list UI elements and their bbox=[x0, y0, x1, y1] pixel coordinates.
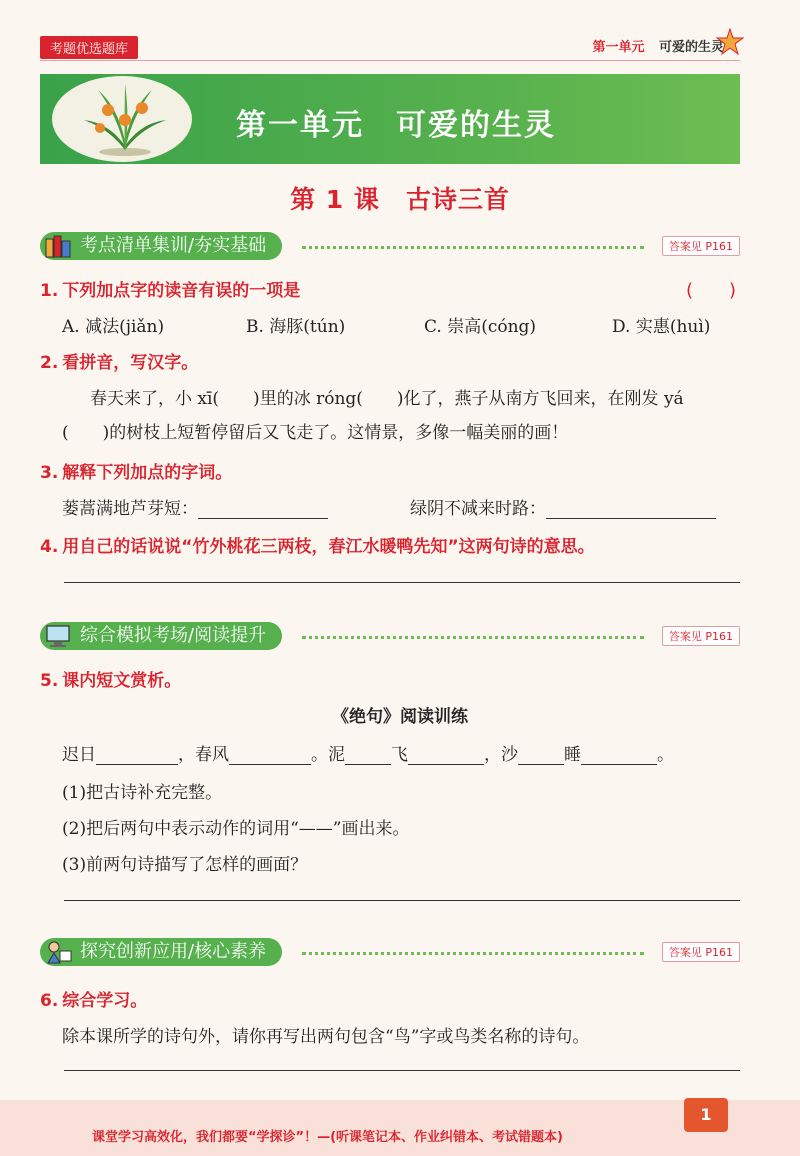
answer-ref: 答案见 P161 bbox=[662, 942, 740, 962]
poem-blank[interactable] bbox=[345, 747, 391, 765]
question-4-title: 4. 用自己的话说说“竹外桃花三两枝，春江水暖鸭先知”这两句诗的意思。 bbox=[40, 537, 595, 557]
section-dotted-line bbox=[302, 246, 644, 249]
section-label: 考点清单集训/夯实基础 bbox=[80, 235, 267, 256]
answer-blank[interactable] bbox=[546, 501, 716, 519]
question-3-item-1: 蒌蒿满地芦芽短： bbox=[62, 494, 328, 519]
lesson-title: 第 1 课 古诗三首 bbox=[290, 185, 510, 214]
section-dotted-line bbox=[302, 952, 644, 955]
page-number: 1 bbox=[684, 1098, 728, 1132]
option-a: A. 减法(jiǎn) bbox=[62, 317, 165, 337]
poem-blank[interactable] bbox=[518, 747, 564, 765]
plant-icon bbox=[80, 80, 170, 158]
question-5-sub-3: (3)前两句诗描写了怎样的画面？ bbox=[62, 855, 308, 875]
answer-line[interactable] bbox=[64, 1070, 740, 1071]
poem-fill-line: 迟日 ，春风 。泥 飞 ，沙 睡 。 bbox=[62, 745, 674, 765]
answer-blank[interactable] bbox=[198, 501, 328, 519]
section-bar-basics bbox=[40, 232, 740, 262]
poem-blank[interactable] bbox=[581, 747, 657, 765]
section-pill bbox=[40, 622, 282, 650]
question-2-title: 2. 看拼音，写汉字。 bbox=[40, 353, 199, 373]
computer-icon bbox=[44, 623, 74, 649]
option-d: D. 实惠(huì) bbox=[612, 317, 711, 337]
question-5-sub-2: (2)把后两句中表示动作的词用“——”画出来。 bbox=[62, 819, 410, 839]
question-6-text: 除本课所学的诗句外，请你再写出两句包含“鸟”字或鸟类名称的诗句。 bbox=[62, 1027, 590, 1047]
section-pill bbox=[40, 232, 282, 260]
answer-ref: 答案见 P161 bbox=[662, 626, 740, 646]
answer-line[interactable] bbox=[64, 582, 740, 583]
question-2-line-2: ( )的树枝上短暂停留后又飞走了。这情景，多像一幅美丽的画！ bbox=[62, 423, 569, 443]
header-unit-name: 可爱的生灵 bbox=[658, 40, 724, 55]
poem-blank[interactable] bbox=[408, 747, 484, 765]
answer-bracket: ( ) bbox=[685, 280, 736, 301]
question-3-item-2: 绿阴不减来时路： bbox=[410, 494, 716, 519]
option-b: B. 海豚(tún) bbox=[246, 317, 346, 337]
header-unit-number: 第一单元 bbox=[592, 40, 645, 55]
reading-subtitle: 《绝句》阅读训练 bbox=[332, 707, 468, 727]
section-label: 综合模拟考场/阅读提升 bbox=[80, 625, 267, 646]
header-unit bbox=[592, 36, 724, 55]
footer-slogan: 课堂学习高效化，我们都要“学探诊”！—(听课笔记本、作业纠错本、考试错题本) bbox=[92, 1130, 563, 1145]
section-pill bbox=[40, 938, 282, 966]
banner-title: 第一单元 可爱的生灵 bbox=[236, 108, 556, 143]
poem-blank[interactable] bbox=[96, 747, 178, 765]
question-3-title: 3. 解释下列加点的字词。 bbox=[40, 463, 233, 483]
section-dotted-line bbox=[302, 636, 644, 639]
header-tag: 考题优选题库 bbox=[40, 36, 138, 59]
question-5-sub-1: (1)把古诗补充完整。 bbox=[62, 783, 223, 803]
section-bar-inquiry bbox=[40, 938, 740, 968]
books-icon bbox=[44, 233, 74, 259]
reading-child-icon bbox=[44, 939, 74, 965]
question-2-line-1: 春天来了，小 xī( )里的冰 róng( )化了，燕子从南方飞回来，在刚发 yá bbox=[90, 389, 684, 409]
question-5-title: 5. 课内短文赏析。 bbox=[40, 671, 182, 691]
poem-blank[interactable] bbox=[229, 747, 311, 765]
question-6-title: 6. 综合学习。 bbox=[40, 991, 148, 1011]
answer-ref: 答案见 P161 bbox=[662, 236, 740, 256]
starfish-icon bbox=[716, 28, 744, 56]
section-label: 探究创新应用/核心素养 bbox=[80, 941, 267, 962]
header-divider bbox=[40, 60, 740, 61]
option-c: C. 崇高(cóng) bbox=[424, 317, 537, 337]
section-bar-reading bbox=[40, 622, 740, 652]
question-1-title: 1. 下列加点字的读音有误的一项是 bbox=[40, 281, 301, 301]
answer-line[interactable] bbox=[64, 900, 740, 901]
